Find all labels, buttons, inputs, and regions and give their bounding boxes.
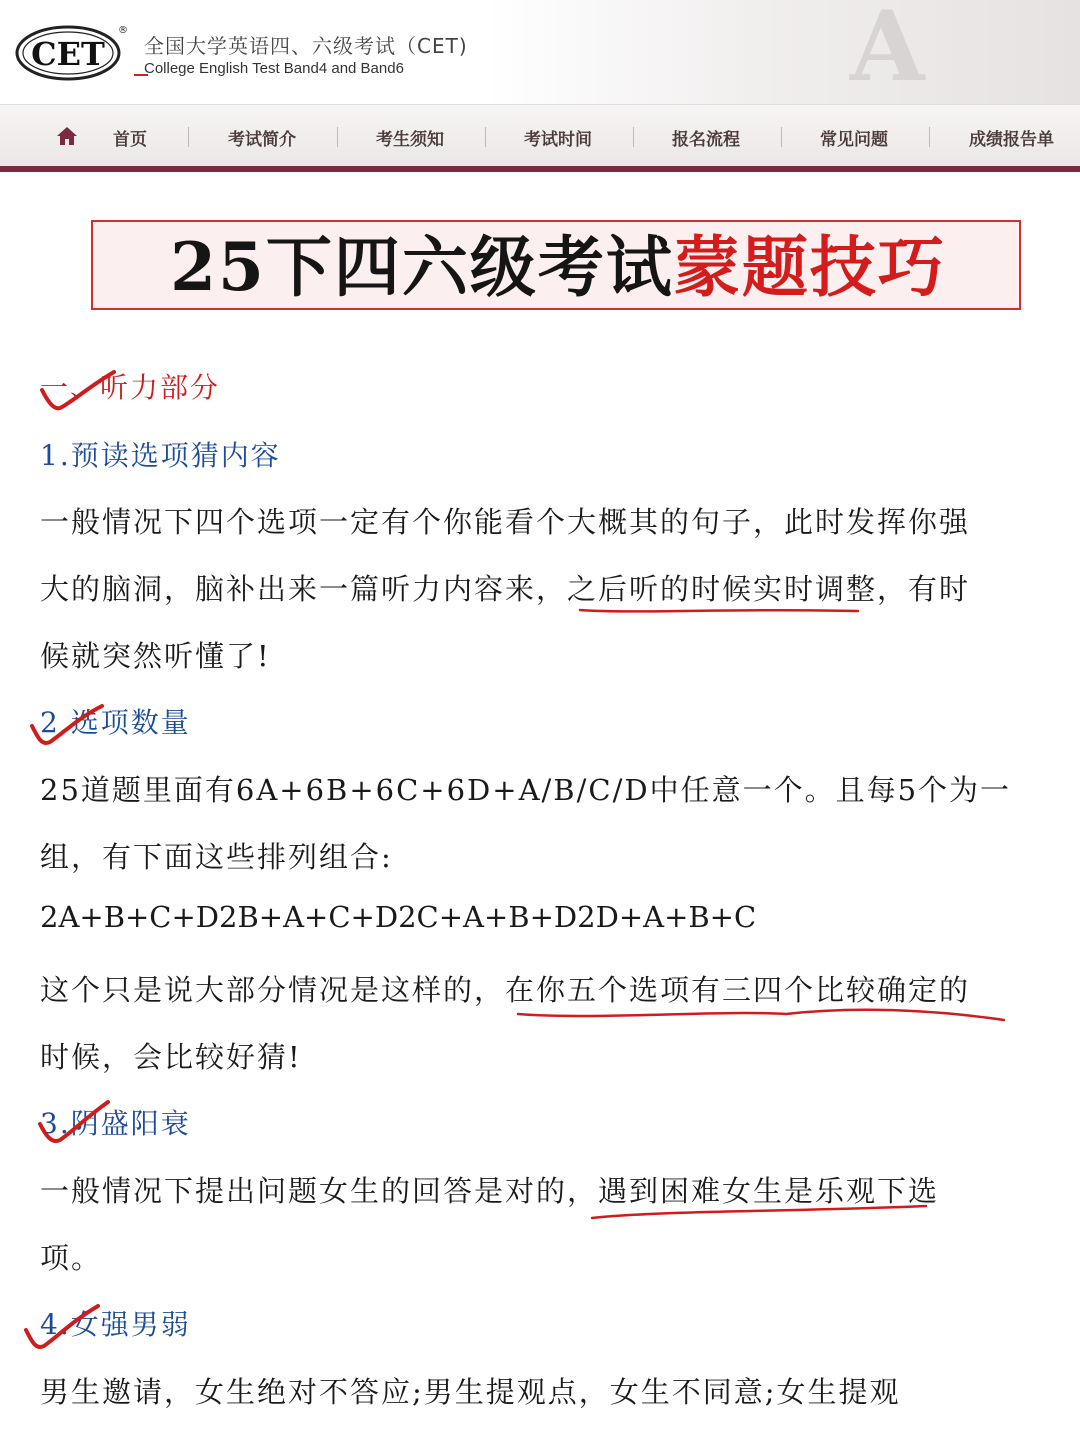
nav-divider <box>337 127 338 147</box>
nav-divider <box>485 127 486 147</box>
nav-item-home[interactable]: 首页 <box>113 130 147 150</box>
item3-line1: 一般情况下提出问题女生的回答是对的，遇到困难女生是乐观下选 <box>40 1174 940 1208</box>
svg-text:®: ® <box>118 25 128 36</box>
underline-mark <box>590 1200 930 1224</box>
checkmark-icon <box>38 368 118 416</box>
site-title: 全国大学英语四、六级考试（CET) <box>144 34 468 58</box>
item2-line1: 25道题里面有6A+6B+6C+6D+A/B/C/D中任意一个。且每5个为一 <box>40 773 1012 807</box>
site-header <box>0 0 1080 172</box>
nav-item-score-report[interactable]: 成绩报告单 <box>969 130 1054 150</box>
item2-line3: 2A+B+C+D2B+A+C+D2C+A+B+D2D+A+B+C <box>40 900 757 934</box>
item2-line2: 组，有下面这些排列组合: <box>40 840 393 874</box>
cet-logo[interactable] <box>14 24 128 82</box>
home-icon[interactable] <box>56 125 78 147</box>
checkmark-icon <box>28 700 108 750</box>
nav-divider <box>633 127 634 147</box>
checkmark-icon <box>36 1098 116 1148</box>
header-banner <box>0 0 1080 104</box>
item-heading-3: 3.阴盛阳衰 <box>40 1107 191 1140</box>
item4-line1: 男生邀请，女生绝对不答应;男生提观点，女生不同意;女生提观 <box>40 1375 901 1409</box>
item-heading-4: 4.女强男弱 <box>40 1308 191 1341</box>
nav-item-exam-intro[interactable]: 考试简介 <box>228 130 296 150</box>
item2-line4: 这个只是说大部分情况是这样的，在你五个选项有三四个比较确定的 <box>40 973 971 1007</box>
item-heading-2: 2.选项数量 <box>40 706 191 739</box>
nav-divider <box>929 127 930 147</box>
item1-line3: 候就突然听懂了! <box>40 639 271 673</box>
checkmark-icon <box>22 1302 102 1354</box>
item1-line1: 一般情况下四个选项一定有个你能看个大概其的句子，此时发挥你强 <box>40 505 971 539</box>
nav-divider <box>781 127 782 147</box>
title-black: 25下四六级考试 <box>170 228 674 306</box>
nav-divider <box>188 127 189 147</box>
item3-line2: 项。 <box>40 1241 103 1275</box>
item-heading-1: 1.预读选项猜内容 <box>40 439 281 472</box>
logo-text: CET <box>31 35 105 73</box>
page-title <box>93 222 1023 312</box>
item2-line5: 时候，会比较好猜! <box>40 1040 302 1074</box>
underline-mark <box>578 600 860 618</box>
section-heading-listening: 一、听力部分 <box>40 371 221 404</box>
nav-item-registration[interactable]: 报名流程 <box>672 130 740 150</box>
nav-accent-bar <box>0 166 1080 172</box>
title-red: 蒙题技巧 <box>673 228 946 306</box>
main-nav <box>0 104 1080 167</box>
title-box <box>91 220 1021 310</box>
underline-mark <box>516 1000 1006 1024</box>
watermark-letter: A <box>850 0 925 103</box>
site-subtitle: College English Test Band4 and Band6 <box>144 60 404 77</box>
nav-item-faq[interactable]: 常见问题 <box>820 130 888 150</box>
nav-item-exam-time[interactable]: 考试时间 <box>524 130 592 150</box>
item1-line2: 大的脑洞，脑补出来一篇听力内容来，之后听的时候实时调整，有时 <box>40 572 971 606</box>
nav-item-candidate-notice[interactable]: 考生须知 <box>376 130 444 150</box>
